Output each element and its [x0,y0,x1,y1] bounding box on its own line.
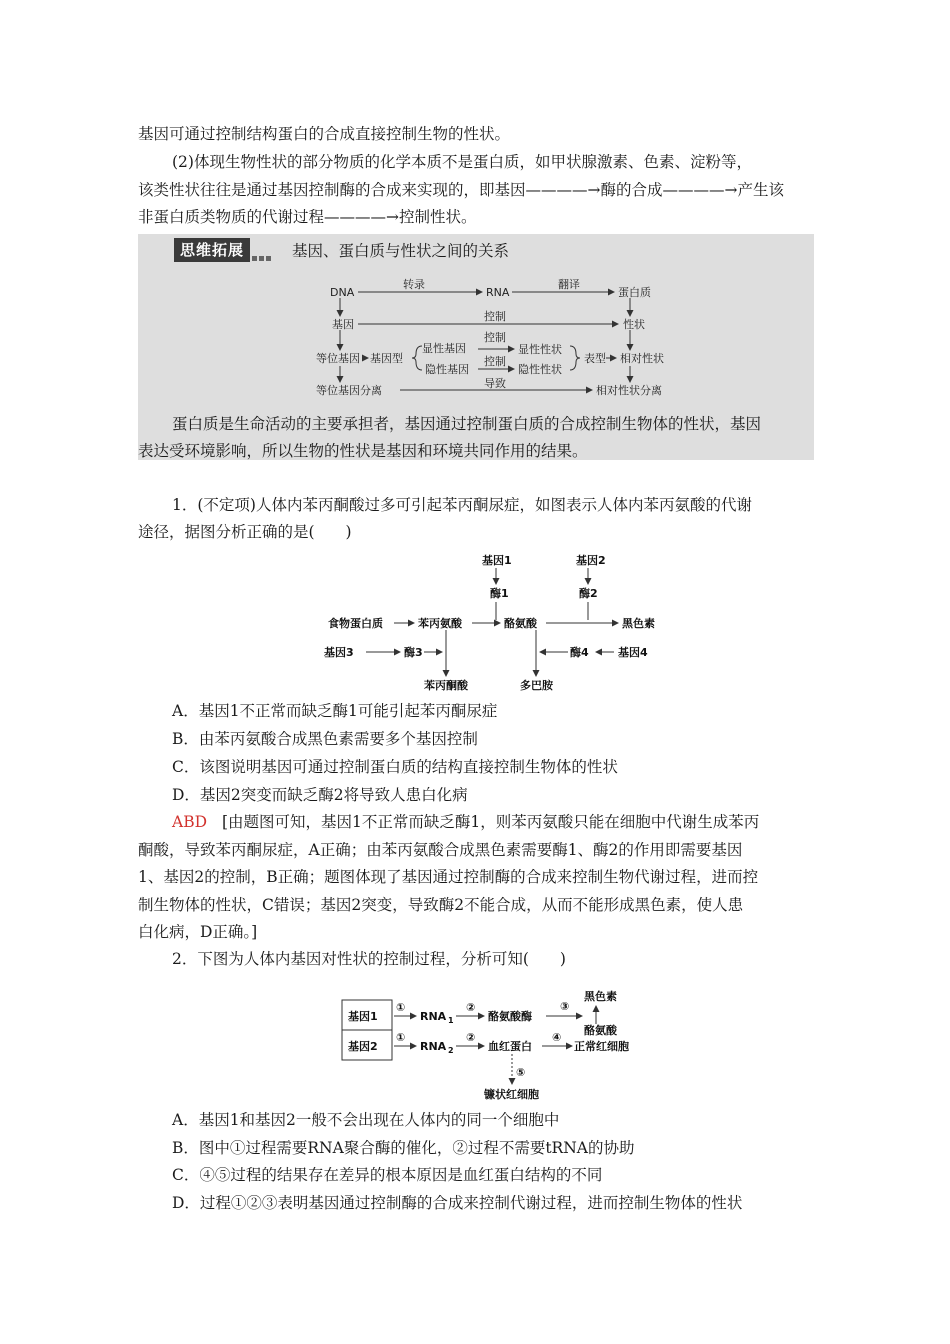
explanation-line: 白化病，D正确。] [138,923,258,941]
label-relative-trait: 相对性状 [620,352,664,365]
label-gene2: 基因2 [348,1040,378,1053]
text-line: 蛋白质是生命活动的主要承担者，基因通过控制蛋白质的合成控制生物体的性状，基因 [172,415,762,433]
label-control: 控制 [484,310,506,323]
label-genotype: 基因型 [370,352,403,365]
circle-2b: ② [466,1031,476,1044]
text-line: 非蛋白质类物质的代谢过程————→控制性状。 [138,208,477,226]
label-normal-rbc: 正常红细胞 [574,1040,629,1053]
label-rna2: RNA [420,1040,447,1053]
option-b: B．图中①过程需要RNA聚合酶的催化，②过程不需要tRNA的协助 [172,1139,635,1157]
circle-1: ① [396,1001,406,1014]
phenylalanine-metabolism-diagram [320,548,670,696]
explanation-line: 酮酸，导致苯丙酮尿症，A正确；由苯丙氨酸合成黑色素需要酶1、酶2的作用即需要基因 [138,841,743,859]
text-line: 该类性状往往是通过基因控制酶的合成来实现的，即基因————→酶的合成————→产生该 [138,181,784,199]
explanation: [由题图可知，基因1不正常而缺乏酶1，则苯丙氨酸只能在细胞中代谢生成苯丙 [221,813,760,831]
circle-1b: ① [396,1031,406,1044]
question-stem: 2．下图为人体内基因对性状的控制过程，分析可知( ) [172,950,566,968]
label-recessive-trait: 隐性性状 [518,363,562,376]
label-transcription: 转录 [403,278,425,291]
label-enzyme4: 酶4 [570,646,589,659]
label-enzyme2: 酶2 [579,587,598,600]
circle-4: ④ [552,1031,562,1044]
label-gene3: 基因3 [324,646,354,659]
label-recessive-gene: 隐性基因 [425,363,469,376]
text-line: (2)体现生物性状的部分物质的化学本质不是蛋白质，如甲状腺激素、色素、淀粉等， [172,153,752,171]
text-line: 表达受环境影响，所以生物的性状是基因和环境共同作用的结果。 [138,442,588,460]
label-enzyme3: 酶3 [404,646,423,659]
explanation-line: 1、基因2的控制，B正确；题图体现了基因通过控制酶的合成来控制生物代谢过程，进而控 [138,868,759,886]
explanation-line: 制生物体的性状，C错误；基因2突变，导致酶2不能合成，从而不能形成黑色素，使人患 [138,896,744,914]
label-allele-segregation: 等位基因分离 [316,384,382,397]
option-a: A．基因1不正常而缺乏酶1可能引起苯丙酮尿症 [172,702,498,720]
label-control2: 控制 [484,331,506,344]
option-d: D．过程①②③表明基因通过控制酶的合成来控制代谢过程，进而控制生物体的性状 [172,1194,743,1212]
label-dominant-gene: 显性基因 [422,342,466,355]
label-tyrosine: 酪氨酸 [504,617,537,630]
rna2-subscript: 2 [448,1046,454,1055]
option-c: C．该图说明基因可通过控制蛋白质的结构直接控制生物体的性状 [172,758,618,776]
label-phenylpyruvate: 苯丙酮酸 [424,679,468,692]
label-enzyme1: 酶1 [490,587,509,600]
option-a: A．基因1和基因2一般不会出现在人体内的同一个细胞中 [172,1111,560,1129]
label-allele: 等位基因 [316,352,360,365]
circle-5: ⑤ [516,1066,526,1079]
label-gene1: 基因1 [348,1010,378,1023]
circle-3: ③ [560,1000,570,1013]
label-gene2: 基因2 [576,554,606,567]
label-sickle-cell: 镰状红细胞 [484,1088,539,1101]
label-protein: 蛋白质 [618,286,651,299]
option-c: C．④⑤过程的结果存在差异的根本原因是血红蛋白结构的不同 [172,1166,603,1184]
label-food-protein: 食物蛋白质 [328,617,383,630]
label-dopamine: 多巴胺 [520,679,553,692]
text-line: 基因可通过控制结构蛋白的合成直接控制生物的性状。 [138,125,511,143]
label-gene1: 基因1 [482,554,512,567]
label-phenotype: 表型 [584,352,606,365]
answer-line [172,812,759,832]
label-lead-to: 导致 [484,377,506,390]
label-melanin: 黑色素 [622,617,655,630]
label-gene4: 基因4 [618,646,648,659]
label-dna: DNA [330,286,355,299]
section-tag: 思维拓展 [174,238,250,262]
label-trait: 性状 [623,318,645,331]
label-translation: 翻译 [558,278,580,291]
label-tyrosinase: 酪氨酸酶 [488,1010,532,1023]
label-gene: 基因 [332,318,354,331]
tag-decoration [252,246,276,254]
circle-2: ② [466,1001,476,1014]
label-dominant-trait: 显性性状 [518,343,562,356]
label-relative-trait-segregation: 相对性状分离 [596,384,662,397]
label-control3: 控制 [484,355,506,368]
question-stem: 途径，据图分析正确的是( ) [138,523,352,541]
label-melanin: 黑色素 [584,990,617,1003]
answer-key: ABD [172,813,208,831]
gene-protein-trait-diagram [300,274,700,400]
option-b: B．由苯丙氨酸合成黑色素需要多个基因控制 [172,730,478,748]
label-rna1: RNA [420,1010,447,1023]
rna1-subscript: 1 [448,1016,454,1025]
label-tyrosine: 酪氨酸 [584,1024,617,1037]
question-stem: 1．(不定项)人体内苯丙酮酸过多可引起苯丙酮尿症，如图表示人体内苯丙氨酸的代谢 [172,496,752,514]
section-title: 基因、蛋白质与性状之间的关系 [292,242,510,260]
label-hemoglobin: 血红蛋白 [488,1040,532,1053]
label-rna: RNA [486,286,510,299]
option-d: D．基因2突变而缺乏酶2将导致人患白化病 [172,786,468,804]
gene-trait-control-diagram [338,980,658,1104]
label-phenylalanine: 苯丙氨酸 [418,617,462,630]
